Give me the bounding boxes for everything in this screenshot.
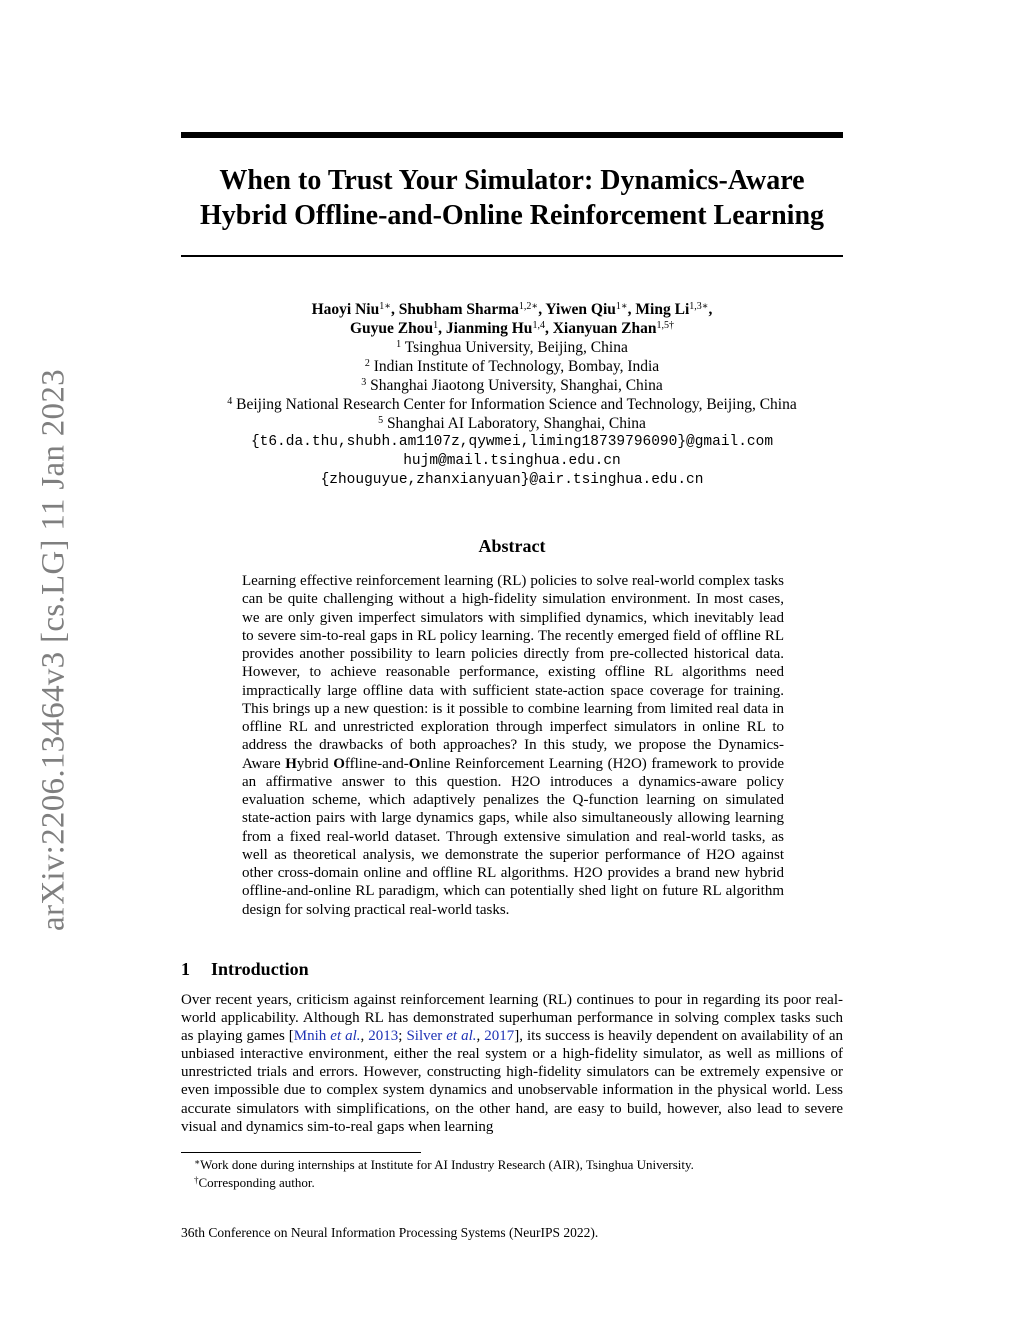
footnote-text: Corresponding author. (198, 1175, 315, 1190)
abstract-bold-letter: O (408, 755, 421, 772)
affiliation (181, 414, 843, 433)
author-name: Xianyuan Zhan (552, 320, 657, 337)
affiliation-number: 3 (361, 377, 367, 388)
author-marks: 1,3∗ (689, 301, 709, 312)
affiliation (181, 395, 843, 414)
title-top-rule (181, 132, 843, 138)
intro-text: Over recent years, criticism against reinforcement learning (RL) continues to pour in regarding its poor real-world applicability. Although RL has demonstrated superhuman performance in solving complex tasks such as playing games [ (181, 992, 843, 1045)
affiliation-text: Shanghai AI Laboratory, Shanghai, China (386, 415, 646, 432)
title-line-1: When to Trust Your Simulator: Dynamics-Aware (219, 165, 805, 196)
affiliation-number: 4 (227, 396, 233, 407)
author-name: Yiwen Qiu (545, 301, 616, 318)
conference-venue: 36th Conference on Neural Information Processing Systems (NeurIPS 2022). (181, 1225, 599, 1240)
affiliation-text: Beijing National Research Center for Information Science and Technology, Beijing, China (236, 396, 797, 413)
author-name: Ming Li (635, 301, 690, 318)
affiliation-text: Tsinghua University, Beijing, China (404, 339, 628, 356)
affiliation (181, 376, 843, 395)
title-bottom-rule (181, 255, 843, 257)
abstract-text: Learning effective reinforcement learning (RL) policies to solve real-world complex tasks can be quite challenging without a high-fidelity simulation environment. In most cases, we are only given imperfect simulators with simplified dynamics, which inevitably lead to severe sim-to-real gaps in RL policy learning. The recently emerged field of offline RL provides another possibility to learn policies directly from pre-collected historical data. However, to achieve reasonable performance, existing offline RL algorithms need impractically large offline data with sufficient state-action space coverage for training. This brings up a new question: is it possible to combine learning from limited real data in offline RL and unrestricted exploration through imperfect simulators in online RL to address the drawbacks of both approaches? In this study, we propose the Dynamics-Aware (242, 573, 784, 772)
abstract-text: nline Reinforcement Learning (H2O) framework to provide an affirmative answer to this question. H2O introduces a dynamics-aware policy evaluation scheme, which adaptively penalizes the Q-function learning on simulated state-action pairs with large dynamics gaps, while also simultaneously allowing learning from a fixed real-world dataset. Through extensive simulation and real-world tasks, as well as theoretical analysis, we demonstrate the superior performance of H2O against other cross-domain online and offline RL algorithms. H2O provides a brand new hybrid offline-and-online RL paradigm, which can potentially shed light on future RL algorithm design for solving practical real-world tasks. (242, 755, 784, 918)
paper-title (181, 163, 843, 233)
author-block (181, 300, 843, 490)
citation-silver-author[interactable]: Silver (406, 1028, 447, 1045)
footnote-mark: ∗ (194, 1157, 201, 1167)
citation-silver-year[interactable]: 2017 (484, 1028, 515, 1045)
author-name: Haoyi Niu (311, 301, 380, 318)
email-line: {zhouguyue,zhanxianyuan}@air.tsinghua.edu.cn (320, 472, 704, 488)
citation-mnih-year[interactable]: 2013 (368, 1028, 399, 1045)
affiliation-text: Indian Institute of Technology, Bombay, India (373, 358, 660, 375)
abstract-text: ffline-and- (344, 755, 409, 772)
affiliation-number: 1 (396, 339, 402, 350)
intro-text: ], its success is heavily dependent on availability of an unbiased interactive environment, either the real system or a high-fidelity simulator, as well as millions of unrestricted trials and errors. However, constructing high-fidelity simulators can be extremely expensive or even impossible due to complex system dynamics and unobservable information in the physical world. Less accurate simulators with simplifications, on the other hand, are easy to build, however, also lead to severe visual and dynamics sim-to-real gaps when learning (181, 1028, 843, 1135)
footnote-text: Work done during internships at Institute for AI Industry Research (AIR), Tsinghua University. (200, 1157, 694, 1172)
author-marks: 1,2∗ (518, 301, 539, 312)
abstract-text: ybrid (296, 755, 334, 772)
citation-silver-etal[interactable]: et al. (446, 1028, 477, 1045)
affiliation-text: Shanghai Jiaotong University, Shanghai, China (370, 377, 663, 394)
footnote (194, 1156, 834, 1174)
footnotes (194, 1156, 834, 1192)
author-marks: 1∗ (379, 301, 391, 312)
citation-mnih-etal[interactable]: et al. (330, 1028, 361, 1045)
abstract-bold-letter: O (333, 755, 345, 772)
arxiv-identifier: arXiv:2206.13464v3 [cs.LG] 11 Jan 2023 (35, 369, 72, 931)
introduction-paragraph: Over recent years, criticism against reinforcement learning (RL) continues to pour in regarding its poor real-world applicability. Although RL has demonstrated superhuman performance in solving complex tasks such as playing games [Mnih et al., 2013; Silver et al., 2017], its success is heavily dependent on availability of an unbiased interactive environment, either the real system or a high-fidelity simulator, as well as millions of unrestricted trials and errors. However, constructing high-fidelity simulators can be extremely expensive or even impossible due to complex system dynamics and unobservable information in the physical world. Less accurate simulators with simplifications, on the other hand, are easy to build, however, also lead to severe visual and dynamics sim-to-real gaps when learning (181, 992, 843, 1135)
section-title: Introduction (211, 959, 309, 979)
abstract-body (242, 572, 784, 919)
abstract-bold-letter: H (285, 755, 297, 772)
affiliation-number: 5 (378, 415, 384, 426)
email-line: hujm@mail.tsinghua.edu.cn (403, 453, 621, 469)
affiliation (181, 357, 843, 376)
author-marks: 1∗ (615, 301, 628, 312)
author-name: Guyue Zhou (349, 320, 434, 337)
author-names-line-1: Haoyi Niu$^{1∗}$, Shubham Sharma$^{1,2∗}$, Yiwen Qiu$^{1∗}$, Ming $Li^{1,3∗}$, (311, 301, 713, 318)
footnote (194, 1174, 834, 1192)
section-heading-introduction (181, 959, 309, 980)
author-name: Jianming Hu (445, 320, 533, 337)
affiliation-number: 2 (364, 358, 370, 369)
author-marks: 1,4 (532, 320, 545, 331)
title-line-2: Hybrid Offline-and-Online Reinforcement Learning (199, 200, 825, 231)
citation-mnih-author[interactable]: Mnih (293, 1028, 331, 1045)
author-names-line-2: Guyue Zhou$^1$, Jianming Hu$^{1,4}$, Xianyuan Zhan$^{1,5\dagger}$ (349, 320, 675, 337)
author-marks: 1 (433, 320, 439, 331)
abstract-heading: Abstract (478, 536, 546, 556)
footnote-mark: † (194, 1175, 199, 1185)
section-number: 1 (181, 959, 190, 979)
email-line: {t6.da.thu,shubh.am1107z,qywmei,liming18739796090}@gmail.com (250, 434, 774, 450)
affiliation (181, 338, 843, 357)
author-marks: 1,5† (656, 320, 675, 331)
author-name: Shubham Sharma (398, 301, 519, 318)
footnote-rule (181, 1152, 421, 1153)
